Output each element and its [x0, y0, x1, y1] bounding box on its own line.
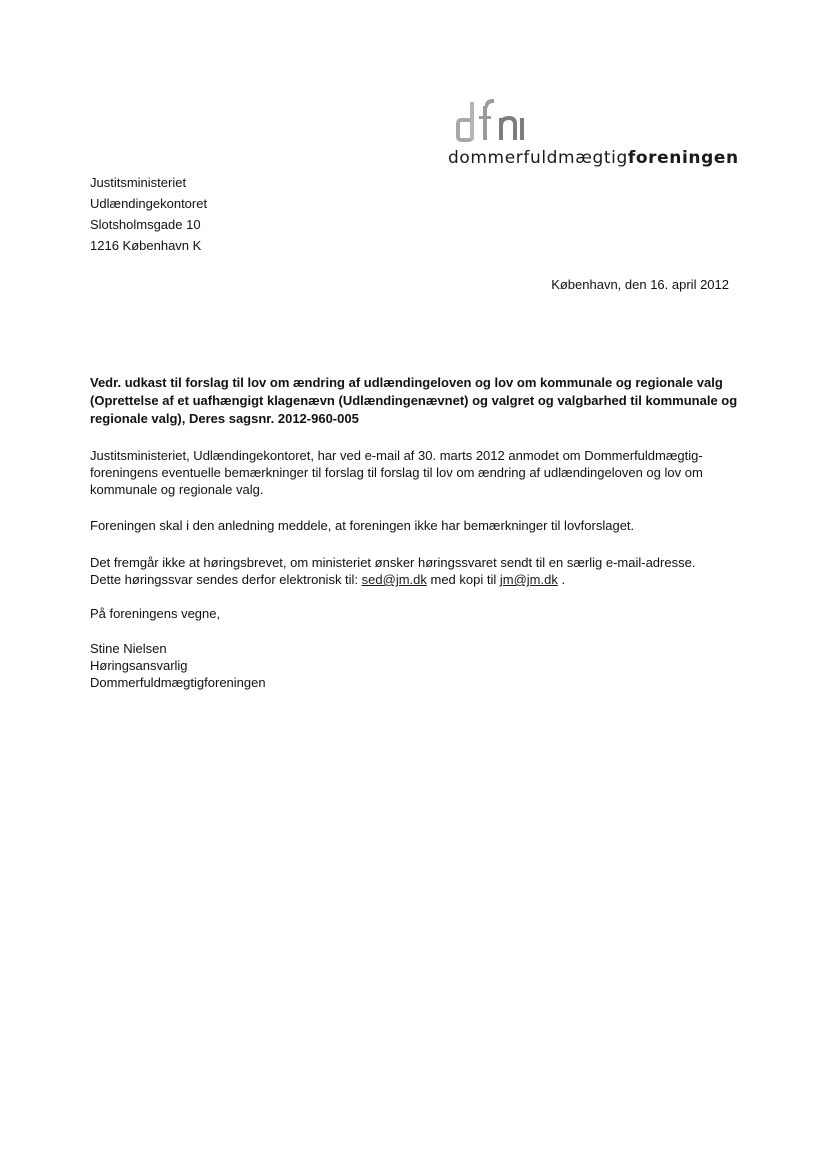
closing-phrase: På foreningens vegne, — [90, 606, 221, 621]
delivery-line-1: Det fremgår ikke at høringsbrevet, om ministeriet ønsker høringssvaret sendt til en særlig e-mail-adresse. — [90, 555, 696, 570]
delivery-line-2 — [90, 571, 740, 588]
signature-block — [90, 640, 266, 691]
paragraph-delivery — [90, 554, 740, 588]
address-line-2: Udlændingekontoret — [90, 196, 208, 211]
delivery-middle: med kopi til — [426, 572, 500, 587]
logo-text-regular: dommerfuldmægtig — [448, 148, 628, 168]
delivery-suffix: . — [557, 572, 566, 587]
address-line-1: Justitsministeriet — [90, 175, 187, 190]
email-link-jm[interactable]: jm@jm.dk — [499, 572, 558, 587]
organization-logo — [448, 96, 739, 176]
signature-name: Stine Nielsen — [90, 641, 167, 656]
address-line-3: Slotsholmsgade 10 — [90, 217, 201, 232]
logo-wordmark — [448, 148, 739, 168]
letter-date: København, den 16. april 2012 — [551, 277, 729, 292]
dfn-logo-icon — [454, 96, 534, 146]
delivery-prefix: Dette høringssvar sendes derfor elektronisk til: — [90, 572, 362, 587]
address-line-4: 1216 København K — [90, 238, 202, 253]
paragraph-request: Justitsministeriet, Udlændingekontoret, har ved e-mail af 30. marts 2012 anmodet om Dommerfuldmægtig-foreningens eventuelle bemærkninger til forslag til forslag til lov om ændring af udlændingeloven og lov om kommunale og regionale valg. — [90, 448, 703, 497]
recipient-address — [90, 172, 207, 256]
signature-role: Høringsansvarlig — [90, 658, 188, 673]
letter-subject: Vedr. udkast til forslag til lov om ændring af udlændingeloven og lov om kommunale og regionale valg (Oprettelse af et uafhængigt klagenævn (Udlændingenævnet) og valgret og valgbarhed til kommunale og regionale valg), Deres sagsnr. 2012-960-005 — [90, 375, 738, 426]
logo-text-bold: foreningen — [627, 148, 739, 168]
email-link-sed[interactable]: sed@jm.dk — [361, 572, 427, 587]
paragraph-response: Foreningen skal i den anledning meddele, at foreningen ikke har bemærkninger til lovforslaget. — [90, 518, 635, 533]
signature-organization: Dommerfuldmægtigforeningen — [90, 675, 266, 690]
